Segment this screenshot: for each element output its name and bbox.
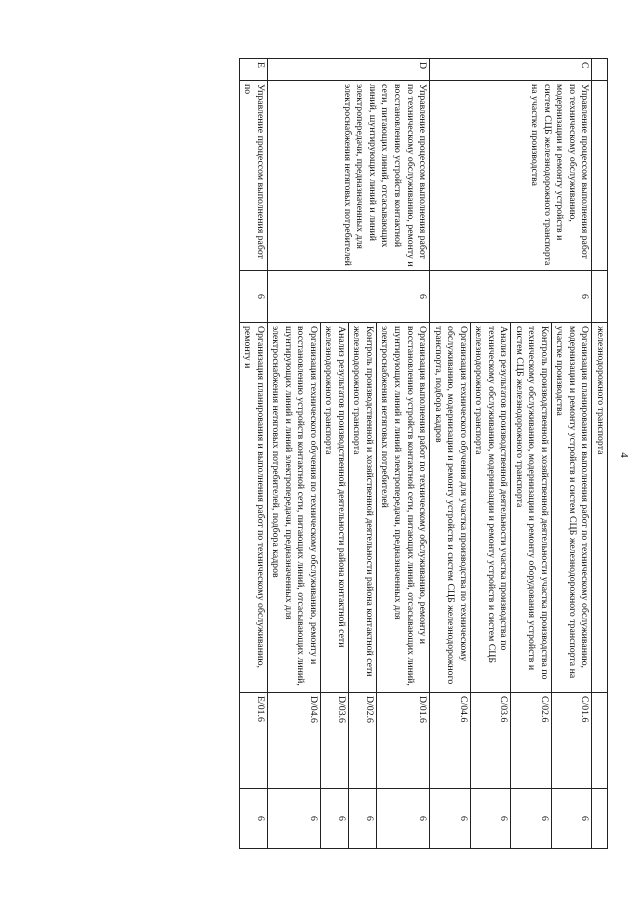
group-level: 6 (430, 271, 592, 323)
function-code: D/03.6 (320, 693, 348, 789)
rotated-table-sheet (60, 58, 608, 848)
function-level: 6 (267, 789, 320, 849)
function-code: C/04.6 (430, 693, 471, 789)
function-code: D/01.6 (376, 693, 429, 789)
function-name: Организация выполнения работ по техническому обслуживанию, ремонту и восстановлению устройств контактной сети, питающих линий, отсасывающих линий, шунтирующих линий и линий электропередачи, предназначенных для электроснабжения нетяговых потребителей (376, 323, 429, 693)
group-level: 6 (267, 271, 429, 323)
table-row (551, 59, 592, 849)
table-row (592, 59, 608, 849)
function-code: C/01.6 (551, 693, 592, 789)
group-code: D (267, 59, 429, 81)
page-number: 4 (618, 452, 630, 458)
function-name: Контроль производственной и хозяйственной деятельности района контактной сети железнодорожного транспорта (348, 323, 376, 693)
function-level: 6 (239, 789, 267, 849)
function-code: C/03.6 (470, 693, 511, 789)
function-code: D/04.6 (267, 693, 320, 789)
function-code: C/02.6 (511, 693, 552, 789)
group-name: Управление процессом выполнения работ по техническому обслуживанию, модернизации и ремонту устройств и систем СЦБ железнодорожного транспорта на участке производства (430, 81, 592, 271)
function-name: Организация технического обучения по техническому обслуживанию, ремонту и восстановлению устройств контактной сети, питающих линий, отсасывающих линий, шунтирующих линий и линий электропередачи, предназначенных для электроснабжения нетяговых потребителей, подбора кадров (267, 323, 320, 693)
function-level: 6 (470, 789, 511, 849)
group-code: E (239, 59, 267, 81)
function-level: 6 (320, 789, 348, 849)
table-cell (592, 271, 608, 323)
table-cell (592, 693, 608, 789)
function-name-continuation: железнодорожного транспорта (592, 323, 608, 693)
function-level: 6 (551, 789, 592, 849)
function-name: Организация планирования и выполнения работ по техническому обслуживанию, ремонту и (239, 323, 267, 693)
function-name: Организация планирования и выполнения работ по техническому обслуживанию, модернизации и ремонту устройств и систем СЦБ железнодорожного транспорта на участке производства (551, 323, 592, 693)
function-code: E/01.6 (239, 693, 267, 789)
group-code: C (430, 59, 592, 81)
table-cell (592, 81, 608, 271)
function-name: Анализ результатов производственной деятельности района контактной сети железнодорожного транспорта (320, 323, 348, 693)
table-row (239, 59, 267, 849)
group-level: 6 (239, 271, 267, 323)
function-name: Организация технического обучения для участка производства по техническому обслуживанию, модернизации и ремонту устройств и систем СЦБ железнодорожного транспорта, подбора кадров (430, 323, 471, 693)
group-name: Управление процессом выполнения работ по (239, 81, 267, 271)
function-level: 6 (376, 789, 429, 849)
function-level: 6 (430, 789, 471, 849)
function-name: Контроль производственной и хозяйственной деятельности участка производства по техническому обслуживанию, модернизации и ремонту оборудования устройств и систем СЦБ железнодорожного транспорта (511, 323, 552, 693)
function-level: 6 (511, 789, 552, 849)
group-name: Управление процессом выполнения работ по техническому обслуживанию, ремонту и восстановлению устройств контактной сети, питающих линий, отсасывающих линий, шунтирующих линий и линий электропередачи, предназначенных для электроснабжения нетяговых потребителей (267, 81, 429, 271)
function-name: Анализ результатов производственной деятельности участка производства по техническому обслуживанию, модернизации и ремонту устройств и систем СЦБ железнодорожного транспорта (470, 323, 511, 693)
function-level: 6 (348, 789, 376, 849)
table-cell (592, 789, 608, 849)
table-cell (592, 59, 608, 81)
table-row (376, 59, 429, 849)
function-code: D/02.6 (348, 693, 376, 789)
competency-table (239, 58, 608, 849)
